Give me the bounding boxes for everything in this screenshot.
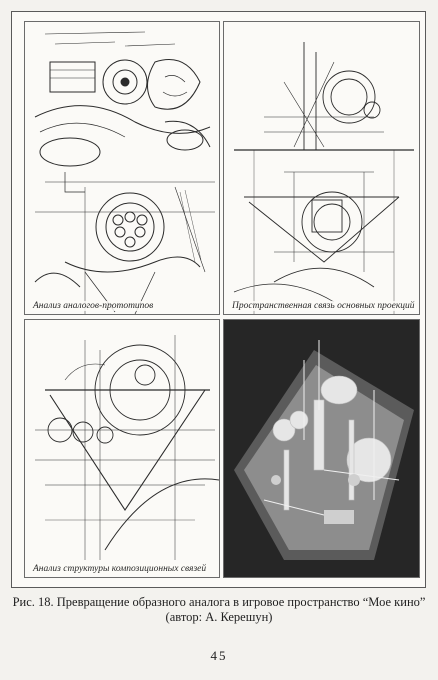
panel-caption-composition: Анализ структуры композиционных связей [33, 564, 207, 574]
page-number: 45 [210, 648, 228, 663]
figure-caption-line1: Рис. 18. Превращение образного аналога в игровое пространство “Мое кино” [12, 595, 426, 609]
figure-sheet [11, 11, 426, 588]
analog-sketch-drawing [25, 22, 219, 314]
figure-caption [0, 595, 438, 625]
sketch-panel-composition [24, 319, 220, 578]
composition-sketch-drawing [25, 320, 219, 577]
spatial-model-photo [224, 320, 419, 577]
sketch-panel-analogs [24, 21, 220, 315]
sketch-panel-projections [223, 21, 420, 315]
model-photo-panel [223, 319, 420, 578]
projection-sketch-drawing [224, 22, 419, 314]
figure-caption-line2: (автор: А. Керешун) [165, 610, 273, 624]
panel-caption-projections: Пространственная связь основных проекций [232, 301, 415, 311]
panel-caption-analogs: Анализ аналогов-прототипов [33, 301, 154, 311]
